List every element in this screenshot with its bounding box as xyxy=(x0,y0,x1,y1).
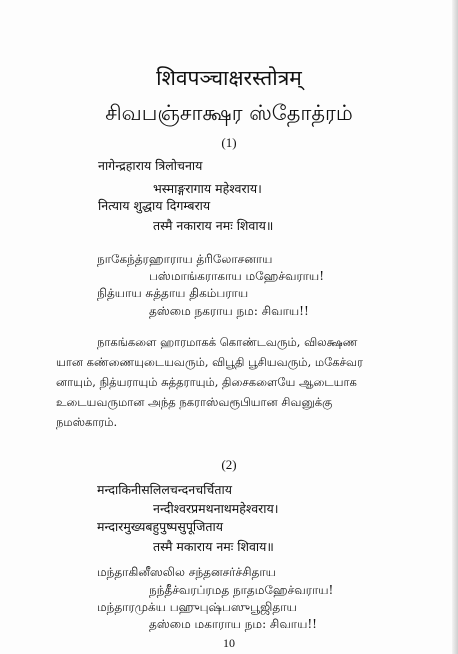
verse1-sanskrit-line4: तस्मै नकाराय नमः शिवाय॥ xyxy=(153,218,274,233)
verse1-sanskrit-line1: नागेन्द्रहाराय त्रिलोचनाय xyxy=(98,158,203,173)
meaning-line5: நமஸ்காரம். xyxy=(56,415,118,429)
section-1-number: (1) xyxy=(221,135,237,150)
verse2-tamil-line1: மந்தாகினீஸலில சந்தனசர்ச்சிதாய xyxy=(97,565,276,579)
verse1-sanskrit-line2: भस्माङ्गरागाय महेश्वराय। xyxy=(153,181,262,196)
meaning-line2: யான கண்ணையுடையவரும், விபூதி பூசியவரும், மகேச்வர xyxy=(56,355,363,369)
verse2-tamil-line4: தஸ்மை மகாராய நம: சிவாய!! xyxy=(149,617,318,631)
verse1-sanskrit-line3: नित्याय शुद्धाय दिगम्बराय xyxy=(98,198,211,213)
meaning-line4: உடையவருமான அந்த நகராஸ்வரூபியான சிவனுக்கு xyxy=(56,395,333,409)
verse2-tamil-line3: மந்தாரமுக்ய பஹுபுஷ்பஸுபூஜிதாய xyxy=(97,600,297,614)
verse2-sanskrit-line3: मन्दारमुख्यबहुपुष्पसुपूजिताय xyxy=(97,519,224,534)
page-edge-shadow xyxy=(452,0,458,654)
verse1-tamil-line4: தஸ்மை நகராய நம: சிவாய!! xyxy=(149,304,309,318)
verse1-tamil-line1: நாகேந்த்ரஹாராய த்ரிலோசனாய xyxy=(97,252,273,266)
section-2-number: (2) xyxy=(221,457,237,472)
verse2-tamil-line2: நந்தீச்வரப்ரமத நாதமஹேச்வராய! xyxy=(149,583,334,597)
title-tamil: சிவபஞ்சாக்ஷர ஸ்தோத்ரம் xyxy=(105,101,353,125)
verse1-tamil-line2: பஸ்மாங்கராகாய மஹேச்வராய! xyxy=(149,269,325,283)
meaning-line3: னாயும், நித்யராயும் சுத்தராயும், திசைகளையே ஆடையாக xyxy=(56,375,357,389)
title-sanskrit: शिवपञ्चाक्षरस्तोत्रम् xyxy=(156,66,302,90)
verse1-tamil-line3: நித்யாய சுத்தாய திகம்பராய xyxy=(97,286,249,300)
meaning-line1: நாகங்களை ஹாரமாகக் கொண்டவரும், விலக்ஷண xyxy=(97,335,358,349)
verse2-sanskrit-line2: नन्दीश्वरप्रमथनाथमहेश्वराय। xyxy=(153,501,279,516)
verse2-sanskrit-line4: तस्मै मकाराय नमः शिवाय॥ xyxy=(153,539,274,554)
page-number: 10 xyxy=(223,636,235,650)
verse2-sanskrit-line1: मन्दाकिनीसलिलचन्दनचर्चिताय xyxy=(97,482,232,497)
